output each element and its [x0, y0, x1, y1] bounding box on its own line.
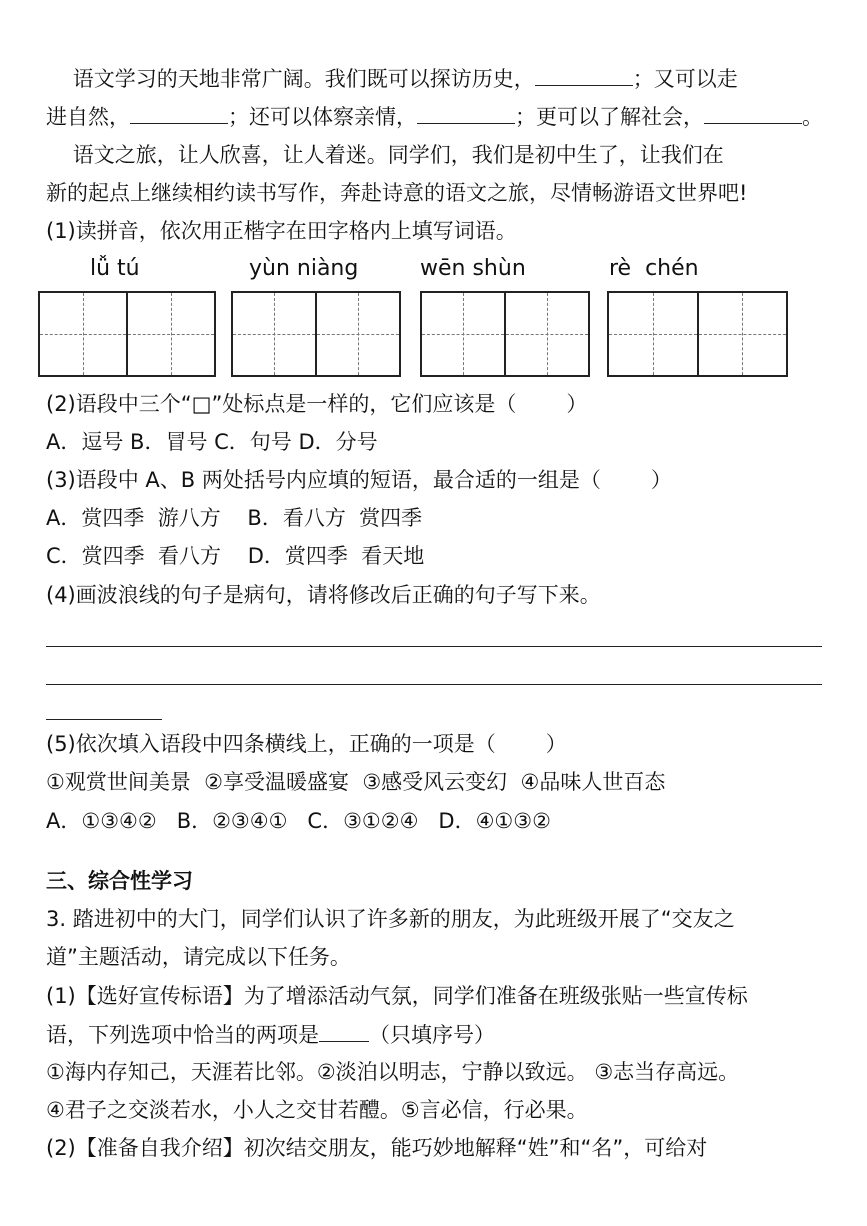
fill-blank-2[interactable] — [130, 101, 228, 124]
sub1-line1: (1)【选好宣传标语】为了增添活动气氛，同学们准备在班级张贴一些宣传标 — [46, 984, 748, 1008]
tianzige-box-2 — [231, 291, 401, 377]
q5-items: ①观赏世间美景 ②享受温暖盛宴 ③感受风云变幻 ④品味人世百态 — [46, 770, 666, 794]
indent — [46, 67, 73, 91]
q2-options: A．逗号 B．冒号 C．句号 D．分号 — [46, 430, 378, 454]
tianzige-cell[interactable] — [422, 293, 504, 375]
answer-line-3[interactable] — [46, 719, 162, 720]
fill-blank-serial[interactable] — [319, 1019, 369, 1042]
tianzige-cell[interactable] — [609, 293, 697, 375]
q3-options-1: A．赏四季 游八方 B．看八方 赏四季 — [46, 506, 423, 530]
para2-text-1: 语文之旅，让人欣喜，让人着迷。同学们，我们是初中生了，让我们在 — [72, 143, 724, 167]
tianzige-box-4 — [607, 291, 788, 377]
indent — [46, 143, 73, 167]
para1-text-a: 语文学习的天地非常广阔。我们既可以探访历史， — [72, 67, 535, 91]
q3-line2: 道”主题活动，请完成以下任务。 — [46, 945, 351, 969]
fill-blank-4[interactable] — [704, 101, 802, 124]
q4-prompt: (4)画波浪线的句子是病句，请将修改后正确的句子写下来。 — [46, 583, 601, 607]
tianzige-cell[interactable] — [315, 293, 399, 375]
sub1-line2: 语，下列选项中恰当的两项是 （只填序号） — [46, 1019, 495, 1050]
pinyin-3: wēn shùn — [420, 256, 526, 281]
para1-text-e: ；更可以了解社会， — [515, 105, 704, 129]
tianzige-cell[interactable] — [233, 293, 315, 375]
para2-line1 — [46, 140, 724, 170]
tianzige-cell[interactable] — [40, 293, 126, 375]
tianzige-box-1 — [38, 291, 216, 377]
slogans-line1: ①海内存知己，天涯若比邻。②淡泊以明志，宁静以致远。 ③志当存高远。 — [46, 1060, 740, 1084]
para2-line2 — [46, 178, 747, 208]
q5-options: A．①③④② B．②③④① C．③①②④ D．④①③② — [46, 809, 551, 833]
para1-line2 — [46, 101, 823, 132]
q1-prompt: (1)读拼音，依次用正楷字在田字格内上填写词语。 — [46, 219, 517, 243]
para1-text-b: ；又可以走 — [632, 67, 738, 91]
q3-line1: 3. 踏进初中的大门，同学们认识了许多新的朋友，为此班级开展了“交友之 — [46, 907, 735, 931]
para1-text-f: 。 — [802, 105, 823, 129]
slogans-line2: ④君子之交淡若水，小人之交甘若醴。⑤言必信，行必果。 — [46, 1098, 588, 1122]
pinyin-4: rè chén — [609, 256, 699, 281]
pinyin-2: yùn niàng — [249, 256, 359, 281]
q2-prompt: (2)语段中三个“□”处标点是一样的，它们应该是（ ） — [46, 392, 588, 416]
pinyin-1: lǚ tú — [90, 256, 140, 281]
answer-line-1[interactable] — [46, 646, 822, 647]
para1-text-d: ；还可以体察亲情， — [228, 105, 417, 129]
fill-blank-3[interactable] — [417, 101, 515, 124]
para1-text-c: 进自然， — [46, 105, 130, 129]
tianzige-cell[interactable] — [126, 293, 214, 375]
tianzige-box-3 — [420, 291, 590, 377]
tianzige-cell[interactable] — [504, 293, 588, 375]
fill-blank-1[interactable] — [535, 63, 633, 86]
q3-prompt: (3)语段中 A、B 两处括号内应填的短语，最合适的一组是（ ） — [46, 468, 672, 492]
answer-line-2[interactable] — [46, 684, 822, 685]
section-title: 三、综合性学习 — [46, 869, 193, 893]
tianzige-cell[interactable] — [697, 293, 787, 375]
q3-options-2: C．赏四季 看八方 D．赏四季 看天地 — [46, 544, 425, 568]
para2-text-2: 新的起点上继续相约读书写作，奔赴诗意的语文之旅，尽情畅游语文世界吧! — [46, 181, 748, 205]
sub2-line1: (2)【准备自我介绍】初次结交朋友，能巧妙地解释“姓”和“名”，可给对 — [46, 1136, 708, 1160]
para1-line1 — [46, 63, 738, 94]
q5-prompt: (5)依次填入语段中四条横线上，正确的一项是（ ） — [46, 732, 567, 756]
